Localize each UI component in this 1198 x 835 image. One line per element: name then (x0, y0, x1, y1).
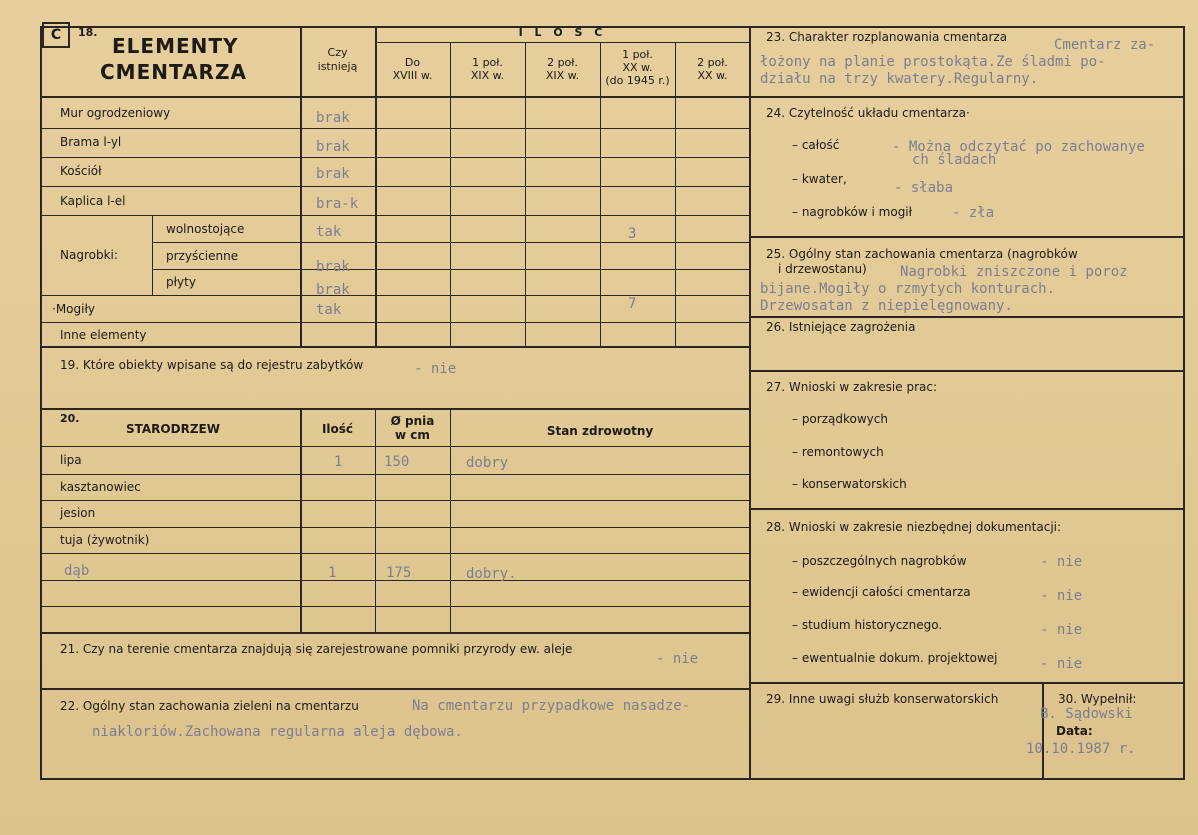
rule (749, 370, 1185, 372)
rule (40, 446, 750, 447)
tree-ilosc: 1 (334, 454, 343, 470)
s24-kwater-label: – kwater, (792, 172, 847, 186)
s20-ilosc-header: Ilość (321, 422, 354, 436)
s25-label-l1: 25. Ogólny stan zachowania cmentarza (nagrobków (766, 247, 1078, 261)
rule (40, 527, 750, 528)
rule (749, 316, 1185, 318)
value-przyscienne: brak (316, 259, 350, 275)
rule (450, 408, 451, 633)
header-czy: Czy (327, 46, 348, 59)
value-mur: brak (316, 110, 350, 126)
rule (40, 128, 750, 129)
rule (1042, 682, 1044, 780)
header-ilosc: I L O Ś Ć (518, 26, 607, 39)
value-kaplica: bra-k (316, 196, 359, 212)
rule (40, 26, 42, 780)
s23-value-l2: łożony na planie prostokąta.Ze śladmi po- (760, 54, 1106, 70)
s28-item-value: - nie (1040, 656, 1083, 672)
header-istnieja: istnieją (317, 60, 358, 73)
tree-name: dąb (64, 563, 90, 579)
s27-item: – remontowych (792, 445, 884, 459)
rule (40, 632, 750, 634)
rule (40, 606, 750, 607)
s28-item-label: – ewentualnie dokum. projektowej (792, 651, 998, 665)
rule (40, 157, 750, 158)
tree-name: kasztanowiec (60, 480, 141, 494)
s24-kwater-value: - słaba (894, 180, 954, 196)
rule (749, 236, 1185, 238)
rule (40, 688, 750, 690)
rule (40, 295, 750, 296)
s21-label: 21. Czy na terenie cmentarza znajdują się zarejestrowane pomniki przyrody ew. aleje (60, 642, 573, 656)
s19-value: - nie (414, 361, 457, 377)
col-header-1-l1: Do (404, 56, 421, 69)
value-mogily: tak (316, 302, 342, 318)
col-header-5-l2: XX w. (697, 69, 728, 82)
rule (1183, 26, 1185, 780)
s28-label: 28. Wnioski w zakresie niezbędnej dokumentacji: (766, 520, 1062, 534)
tree-pnia: 175 (386, 565, 412, 581)
col-header-3-l2: XIX w. (545, 69, 580, 82)
section-letter-box: C (42, 22, 70, 48)
rule (40, 500, 750, 501)
value-plyty: brak (316, 282, 350, 298)
tree-pnia: 150 (384, 454, 410, 470)
value-wolnostojace: tak (316, 224, 342, 240)
s22-label: 22. Ogólny stan zachowania zieleni na cmentarzu (60, 699, 359, 713)
tree-stan: dobry. (466, 566, 517, 582)
rule (40, 346, 750, 348)
section-18-number: 18. (78, 26, 98, 39)
s28-item-label: – studium historycznego. (792, 618, 943, 632)
rule (749, 26, 751, 780)
row-label-inne: Inne elementy (60, 328, 147, 342)
s19-label: 19. Które obiekty wpisane są do rejestru zabytków (60, 358, 364, 372)
s23-label: 23. Charakter rozplanowania cmentarza (766, 30, 1008, 44)
s23-value-l1: Cmentarz za- (1054, 37, 1156, 53)
s21-value: - nie (656, 651, 699, 667)
s27-item: – porządkowych (792, 412, 888, 426)
s28-item-value: - nie (1040, 588, 1083, 604)
col-header-5-l1: 2 poł. (697, 56, 728, 69)
rule (749, 508, 1185, 510)
s24-calosc-value-l2: ch śladach (912, 152, 997, 168)
col-header-4-l2: XX w. (622, 61, 653, 74)
s22-value-l2: niakloriów.Zachowana regularna aleja dębowa. (92, 724, 463, 740)
s24-label: 24. Czytelność układu cmentarza· (766, 106, 970, 120)
row-label-kosciol: Kościół (60, 164, 102, 178)
col-header-4-l3: (do 1945 r.) (605, 74, 670, 87)
rule (40, 553, 750, 554)
tree-stan: dobry (466, 455, 509, 471)
value-wolnostojace-count: 3 (628, 226, 637, 242)
s28-item-label: – ewidencji całości cmentarza (792, 585, 971, 599)
s25-label-l2: i drzewostanu) (778, 262, 867, 276)
s20-pnia-header-l1: Ø pnia (390, 414, 435, 428)
row-label-brama: Brama l-yl (60, 135, 122, 149)
rule (300, 26, 302, 348)
col-header-3-l1: 2 poł. (547, 56, 578, 69)
s28-item-label: – poszczególnych nagrobków (792, 554, 967, 568)
value-brama: brak (316, 139, 350, 155)
rule (152, 242, 750, 243)
rule (40, 408, 750, 410)
rule (40, 96, 750, 98)
s29-label: 29. Inne uwagi służb konserwatorskich (766, 692, 999, 706)
rule (40, 474, 750, 475)
tree-name: tuja (żywotnik) (60, 533, 150, 547)
s25-value-l2: bijane.Mogiły o rzmytych konturach. (760, 281, 1056, 297)
rule (450, 42, 451, 347)
value-kosciol: brak (316, 166, 350, 182)
row-label-kaplica: Kaplica l-el (60, 194, 126, 208)
rule (152, 269, 750, 270)
title-line-1: ELEMENTY (112, 34, 239, 58)
rule (40, 778, 1185, 780)
s30-label: 30. Wypełnił: (1058, 692, 1137, 706)
col-header-2-l2: XIX w. (470, 69, 505, 82)
s25-value-l3: Drzewosatan z niepielęgnowany. (760, 298, 1013, 314)
s28-item-value: - nie (1040, 554, 1083, 570)
s20-stan-header: Stan zdrowotny (546, 424, 654, 438)
rule (300, 408, 302, 633)
s27-item: – konserwatorskich (792, 477, 907, 491)
rule (749, 682, 1185, 684)
s30-data-label: Data: (1056, 724, 1093, 738)
row-label-plyty: płyty (166, 275, 196, 289)
col-header-2-l1: 1 poł. (472, 56, 503, 69)
rule (749, 96, 1185, 98)
rule (675, 42, 676, 347)
rule (375, 42, 750, 43)
s20-title: STARODRZEW (126, 422, 220, 436)
tree-ilosc: 1 (328, 565, 337, 581)
s24-calosc-label: – całość (792, 138, 840, 152)
row-label-mogily: ·Mogiły (52, 302, 95, 316)
s25-value-l1: Nagrobki zniszczone i poroz (900, 264, 1128, 280)
value-mogily-count: 7 (628, 296, 637, 312)
s24-nagrobkow-label: – nagrobków i mogił (792, 205, 913, 219)
s20-number: 20. (60, 412, 80, 425)
title-line-2: CMENTARZA (100, 60, 247, 84)
s27-label: 27. Wnioski w zakresie prac: (766, 380, 938, 394)
s24-calosc-value-l1: - Można odczytać po zachowanye (892, 139, 1145, 155)
row-label-wolnostojace: wolnostojące (166, 222, 245, 236)
s24-nagrobkow-value: - zła (952, 205, 995, 221)
rule (40, 322, 750, 323)
col-header-1-l2: XVIII w. (392, 69, 433, 82)
s28-item-value: - nie (1040, 622, 1083, 638)
rule (152, 215, 153, 295)
s26-label: 26. Istniejące zagrożenia (766, 320, 916, 334)
s23-value-l3: działu na trzy kwatery.Regularny. (760, 71, 1039, 87)
s20-pnia-header-l2: w cm (395, 428, 430, 442)
row-label-nagrobki: Nagrobki: (60, 248, 118, 262)
tree-name: jesion (60, 506, 96, 520)
col-header-4-l1: 1 poł. (622, 48, 653, 61)
s30-date: 10.10.1987 r. (1026, 741, 1136, 757)
s22-value-l1: Na cmentarzu przypadkowe nasadze- (412, 698, 691, 714)
rule (40, 186, 750, 187)
rule (525, 42, 526, 347)
tree-name: lipa (60, 453, 82, 467)
s30-name: B. Sądowski (1040, 706, 1133, 722)
row-label-mur: Mur ogrodzeniowy (60, 106, 171, 120)
row-label-przyscienne: przyścienne (166, 249, 239, 263)
rule (40, 215, 750, 216)
